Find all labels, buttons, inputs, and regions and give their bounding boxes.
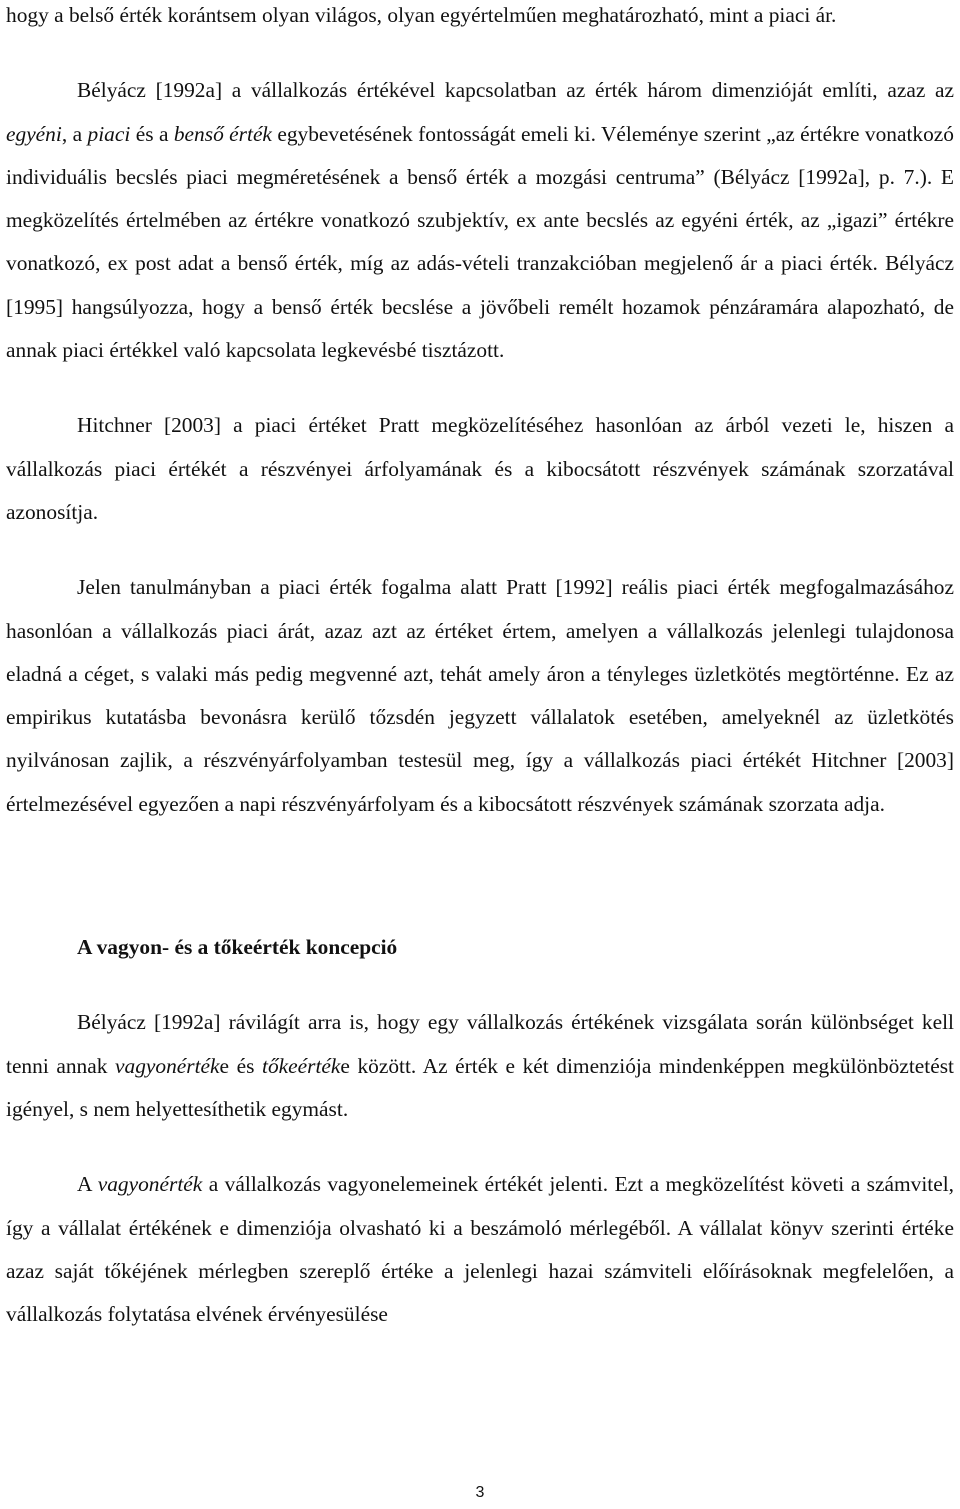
paragraph-1: hogy a belső érték korántsem olyan világos, olyan egyértelműen meghatározható, mint a piaci ár. bbox=[6, 3, 837, 27]
paragraph-6 bbox=[6, 1163, 954, 1336]
paragraph-5-text-a: Bélyácz [1992a] rávilágít arra is, hogy egy vállalkozás értékének vizsgálata során különbséget kell tenni annak bbox=[6, 1010, 954, 1078]
paragraph-6-text-b: a vállalkozás vagyonelemeinek értékét jelenti. Ezt a megközelítést követi a számvitel, így a vállalat értékének e dimenziója olvasható ki a beszámoló mérlegéből. A vállalat könyv szerinti értéke azaz saját tőkéjének mérlegben szereplő értéke a jelenlegi hazai számviteli előírásoknak megfelelően, a vállalkozás folytatása elvének érvényesülése bbox=[6, 1172, 954, 1327]
page-content bbox=[6, 0, 954, 1336]
paragraph-2-text-d: egybevetésének fontosságát emeli ki. Véleménye szerint „az értékre vonatkozó individuális becslés piaci megméretésének a benső érték a mozgási centruma” (Bélyácz [1992a], p. 7.). E megközelítés értelmében az értékre vonatkozó szubjektív, ex ante becslés az egyéni érték, az „igazi” értékre vonatkozó, ex post adat a benső érték, míg az adás-vételi tranzakcióban megjelenő ár a piaci érték. Bélyácz [1995] hangsúlyozza, hogy a benső érték becslése a jövőbeli remélt hozamok pénzáramára alapozható, de annak piaci értékkel való kapcsolata legkevésbé tisztázott. bbox=[6, 121, 954, 363]
paragraph-5 bbox=[6, 1001, 954, 1131]
paragraph-gap bbox=[6, 969, 954, 1001]
paragraph-gap bbox=[6, 372, 954, 404]
paragraph-5-italic-tokeertek: tőkeérték bbox=[262, 1053, 341, 1078]
paragraph-2-text-a: Bélyácz [1992a] a vállalkozás értékével kapcsolatban az érték három dimenzióját említi, azaz az bbox=[77, 78, 954, 103]
paragraph-2 bbox=[6, 69, 954, 372]
paragraph-2-italic-benso-ertek: benső érték bbox=[173, 121, 272, 146]
page-number: 3 bbox=[475, 1484, 485, 1501]
section-gap bbox=[6, 826, 954, 926]
paragraph-3: Hitchner [2003] a piaci értéket Pratt megközelítéséhez hasonlóan az árból vezeti le, hiszen a vállalkozás piaci értékét a részvényei árfolyamának és a kibocsátott részvények számának szorzatával azonosítja. bbox=[6, 413, 954, 524]
paragraph-6-italic-vagyonertek: vagyonérték bbox=[97, 1172, 203, 1197]
paragraph-2-italic-egyeni: egyéni bbox=[6, 121, 62, 146]
paragraph-gap bbox=[6, 37, 954, 69]
paragraph-gap bbox=[6, 534, 954, 566]
paragraph-6-text-a: A bbox=[77, 1172, 98, 1197]
paragraph-5-text-c: e között. Az érték e két dimenziója mindenképpen megkülönböztetést igényel, s nem helyettesíthetik egymást. bbox=[6, 1053, 954, 1121]
paragraph-2-italic-piaci: piaci bbox=[87, 121, 131, 146]
section-heading: A vagyon- és a tőkeérték koncepció bbox=[77, 935, 398, 960]
paragraph-2-text-b: , a bbox=[61, 121, 88, 146]
paragraph-4: Jelen tanulmányban a piaci érték fogalma alatt Pratt [1992] reális piaci érték megfogalmazásához hasonlóan a vállalkozás piaci árát, azaz azt az értéket értem, amelyen a vállalkozás jelenlegi tulajdonosa eladná a céget, s valaki más pedig megvenné azt, tehát amely áron a tényleges üzletkötés megtörténne. Ez az empirikus kutatásba bevonásra kerülő tőzsdén jegyzett vállalatok esetében, amelyeknél az üzletkötés nyilvánosan zajlik, a részvényárfolyamban testesül meg, így a vállalkozás piaci értékét Hitchner [2003] értelmezésével egyezően a napi részvényárfolyam és a kibocsátott részvények számának szorzata adja. bbox=[6, 575, 954, 816]
paragraph-2-text-c: és a bbox=[130, 121, 174, 146]
paragraph-gap bbox=[6, 1131, 954, 1163]
paragraph-5-italic-vagyonertek: vagyonérték bbox=[115, 1053, 220, 1078]
paragraph-5-text-b: e és bbox=[219, 1053, 262, 1078]
